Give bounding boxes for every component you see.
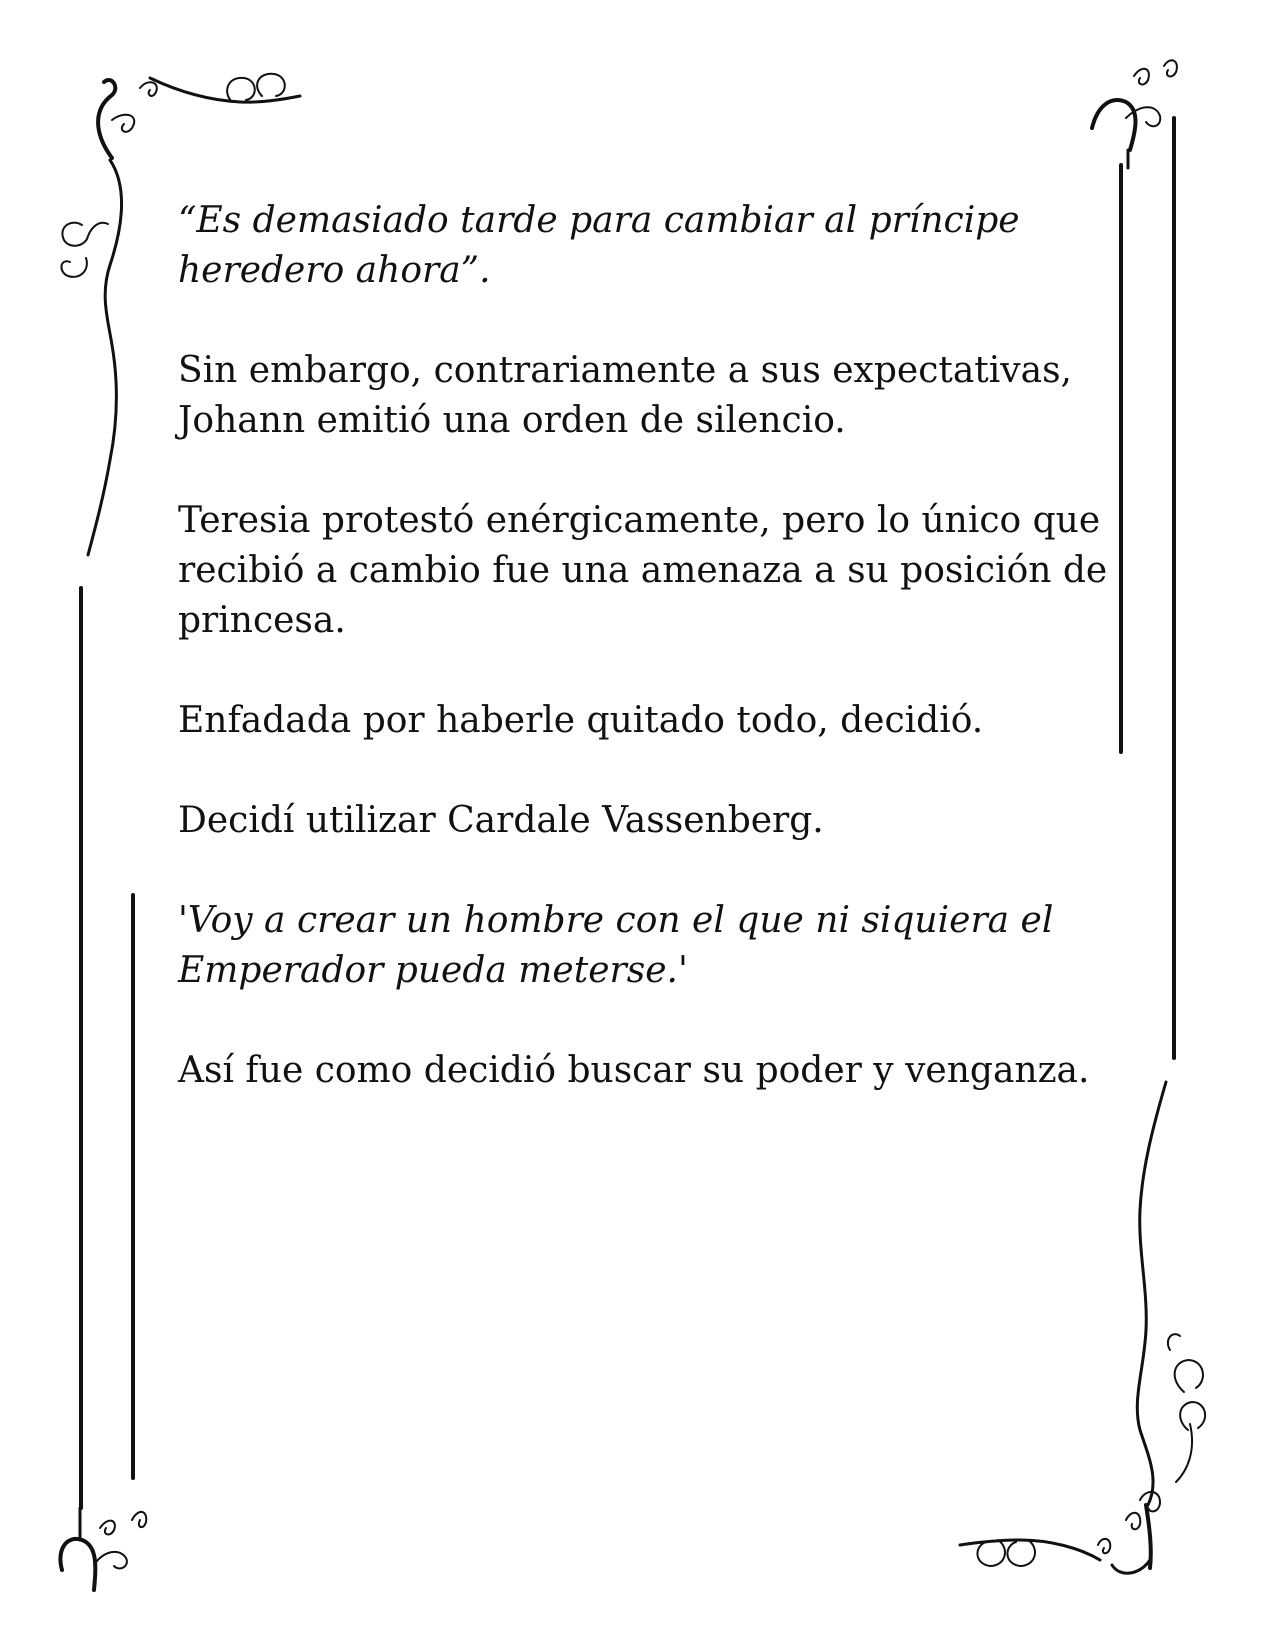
paragraph-6: 'Voy a crear un hombre con el que ni siquiera el Emperador pueda meterse.' [178, 900, 1054, 991]
paragraph-3: Teresia protestó enérgicamente, pero lo único que recibió a cambio fue una amenaza a su posición de princesa. [178, 500, 1108, 641]
flourish-corner-bottom-left-icon [60, 1508, 146, 1590]
paragraph-7: Así fue como decidió buscar su poder y venganza. [178, 1050, 1090, 1091]
paragraph-5: Decidí utilizar Cardale Vassenberg. [178, 800, 824, 841]
paragraph-2: Sin embargo, contrariamente a sus expectativas, Johann emitió una orden de silencio. [178, 350, 1072, 441]
document-body [178, 196, 1113, 1146]
paragraph-4: Enfadada por haberle quitado todo, decidió. [178, 700, 984, 741]
flourish-corner-bottom-right-icon [960, 1082, 1205, 1573]
paragraph-1: “Es demasiado tarde para cambiar al príncipe heredero ahora”. [178, 200, 1020, 291]
flourish-corner-top-right-icon [1092, 60, 1177, 168]
